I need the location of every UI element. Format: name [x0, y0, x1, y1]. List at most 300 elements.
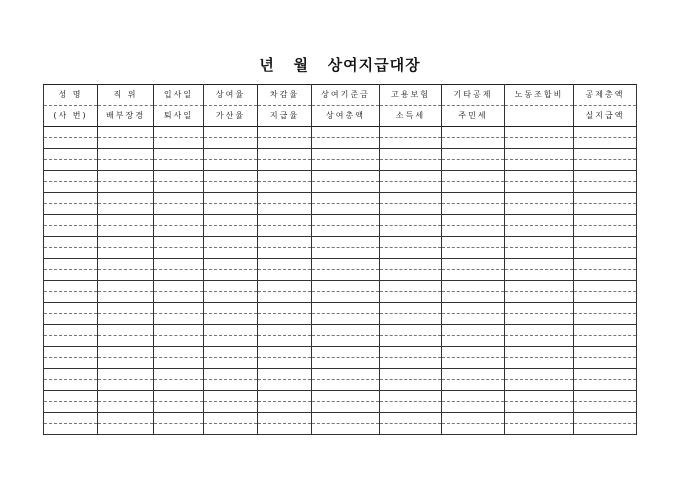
- entry-cell: [574, 237, 637, 248]
- header-cell: 지급율: [258, 106, 312, 127]
- entry-cell: [505, 149, 574, 160]
- entry-cell: [380, 347, 442, 358]
- entry-cell: [442, 127, 505, 138]
- entry-cell: [258, 138, 312, 149]
- entry-cell: [258, 270, 312, 281]
- entry-cell: [442, 237, 505, 248]
- entry-cell: [258, 182, 312, 193]
- entry-cell: [312, 358, 380, 369]
- entry-cell: [574, 215, 637, 226]
- table-row: [44, 391, 637, 402]
- entry-cell: [258, 204, 312, 215]
- table-row: [44, 325, 637, 336]
- entry-cell: [574, 149, 637, 160]
- entry-cell: [380, 424, 442, 435]
- entry-cell: [380, 325, 442, 336]
- entry-cell: [574, 292, 637, 303]
- entry-cell: [380, 149, 442, 160]
- entry-cell: [258, 259, 312, 270]
- entry-cell: [204, 171, 258, 182]
- entry-cell: [505, 259, 574, 270]
- header-cell: [505, 106, 574, 127]
- table-row-lower: [44, 314, 637, 325]
- entry-cell: [505, 325, 574, 336]
- header-cell: 가산율: [204, 106, 258, 127]
- entry-cell: [44, 226, 98, 237]
- entry-cell: [204, 215, 258, 226]
- entry-cell: [154, 358, 204, 369]
- entry-cell: [574, 380, 637, 391]
- entry-cell: [312, 138, 380, 149]
- entry-cell: [258, 127, 312, 138]
- entry-cell: [312, 237, 380, 248]
- entry-cell: [258, 226, 312, 237]
- entry-cell: [44, 413, 98, 424]
- header-cell: (사 번): [44, 106, 98, 127]
- entry-cell: [380, 259, 442, 270]
- entry-cell: [44, 204, 98, 215]
- header-cell: 퇴사일: [154, 106, 204, 127]
- entry-cell: [44, 402, 98, 413]
- entry-cell: [204, 402, 258, 413]
- entry-cell: [44, 171, 98, 182]
- entry-cell: [574, 160, 637, 171]
- entry-cell: [505, 369, 574, 380]
- entry-cell: [154, 303, 204, 314]
- header-row-top: [44, 85, 637, 106]
- entry-cell: [98, 292, 154, 303]
- entry-cell: [258, 347, 312, 358]
- entry-cell: [98, 259, 154, 270]
- entry-cell: [204, 160, 258, 171]
- entry-cell: [154, 226, 204, 237]
- entry-cell: [98, 391, 154, 402]
- table-row: [44, 413, 637, 424]
- entry-cell: [312, 281, 380, 292]
- entry-cell: [442, 138, 505, 149]
- entry-cell: [204, 380, 258, 391]
- entry-cell: [258, 193, 312, 204]
- entry-cell: [505, 215, 574, 226]
- table-row-lower: [44, 380, 637, 391]
- entry-cell: [380, 270, 442, 281]
- entry-cell: [44, 424, 98, 435]
- entry-cell: [154, 380, 204, 391]
- entry-cell: [98, 237, 154, 248]
- header-cell: 실지급액: [574, 106, 637, 127]
- entry-cell: [204, 314, 258, 325]
- entry-cell: [154, 391, 204, 402]
- table-row: [44, 259, 637, 270]
- table-row: [44, 237, 637, 248]
- entry-cell: [574, 369, 637, 380]
- entry-cell: [505, 237, 574, 248]
- entry-cell: [154, 413, 204, 424]
- entry-cell: [574, 193, 637, 204]
- entry-cell: [204, 149, 258, 160]
- table-row-lower: [44, 248, 637, 259]
- entry-cell: [154, 259, 204, 270]
- entry-cell: [505, 358, 574, 369]
- entry-cell: [505, 413, 574, 424]
- entry-cell: [574, 248, 637, 259]
- entry-cell: [442, 424, 505, 435]
- entry-cell: [442, 204, 505, 215]
- entry-cell: [98, 149, 154, 160]
- entry-cell: [154, 127, 204, 138]
- entry-cell: [44, 259, 98, 270]
- entry-cell: [312, 226, 380, 237]
- entry-cell: [380, 171, 442, 182]
- entry-cell: [154, 270, 204, 281]
- entry-cell: [98, 281, 154, 292]
- entry-cell: [380, 138, 442, 149]
- entry-cell: [312, 127, 380, 138]
- entry-cell: [442, 325, 505, 336]
- table-row-lower: [44, 160, 637, 171]
- entry-cell: [154, 149, 204, 160]
- entry-cell: [442, 193, 505, 204]
- entry-cell: [505, 182, 574, 193]
- entry-cell: [258, 336, 312, 347]
- entry-cell: [574, 226, 637, 237]
- entry-cell: [312, 160, 380, 171]
- entry-cell: [574, 281, 637, 292]
- header-cell: 상여율: [204, 85, 258, 106]
- entry-cell: [98, 358, 154, 369]
- entry-cell: [98, 182, 154, 193]
- table-row-lower: [44, 226, 637, 237]
- entry-cell: [312, 270, 380, 281]
- entry-cell: [258, 292, 312, 303]
- entry-cell: [98, 380, 154, 391]
- entry-cell: [98, 314, 154, 325]
- entry-cell: [44, 160, 98, 171]
- entry-cell: [154, 193, 204, 204]
- entry-cell: [380, 226, 442, 237]
- entry-cell: [312, 325, 380, 336]
- table-row: [44, 303, 637, 314]
- entry-cell: [44, 391, 98, 402]
- entry-cell: [574, 391, 637, 402]
- entry-cell: [44, 303, 98, 314]
- entry-cell: [380, 248, 442, 259]
- entry-cell: [574, 204, 637, 215]
- entry-cell: [574, 336, 637, 347]
- entry-cell: [258, 171, 312, 182]
- entry-cell: [98, 226, 154, 237]
- entry-cell: [154, 336, 204, 347]
- header-cell: 소득세: [380, 106, 442, 127]
- entry-cell: [98, 347, 154, 358]
- entry-cell: [258, 215, 312, 226]
- entry-cell: [204, 336, 258, 347]
- table-row: [44, 215, 637, 226]
- entry-cell: [154, 281, 204, 292]
- entry-cell: [380, 160, 442, 171]
- table-row-lower: [44, 138, 637, 149]
- entry-cell: [505, 270, 574, 281]
- entry-cell: [98, 270, 154, 281]
- entry-cell: [380, 182, 442, 193]
- header-cell: 상여기준금: [312, 85, 380, 106]
- entry-cell: [312, 380, 380, 391]
- entry-cell: [442, 303, 505, 314]
- entry-cell: [380, 391, 442, 402]
- entry-cell: [505, 248, 574, 259]
- entry-cell: [442, 215, 505, 226]
- entry-cell: [574, 259, 637, 270]
- entry-cell: [312, 259, 380, 270]
- table-row: [44, 149, 637, 160]
- entry-cell: [380, 358, 442, 369]
- entry-cell: [258, 248, 312, 259]
- header-cell: 배부장경: [98, 106, 154, 127]
- entry-cell: [505, 127, 574, 138]
- entry-cell: [312, 193, 380, 204]
- entry-cell: [44, 358, 98, 369]
- entry-cell: [574, 424, 637, 435]
- entry-cell: [98, 325, 154, 336]
- entry-cell: [312, 303, 380, 314]
- entry-cell: [574, 138, 637, 149]
- bonus-ledger-table: [43, 84, 637, 435]
- entry-cell: [98, 138, 154, 149]
- entry-cell: [154, 314, 204, 325]
- entry-cell: [154, 292, 204, 303]
- entry-cell: [258, 380, 312, 391]
- entry-cell: [204, 138, 258, 149]
- entry-cell: [154, 347, 204, 358]
- entry-cell: [44, 193, 98, 204]
- table-row-lower: [44, 204, 637, 215]
- entry-cell: [154, 248, 204, 259]
- entry-cell: [442, 369, 505, 380]
- entry-cell: [258, 325, 312, 336]
- header-cell: 차감율: [258, 85, 312, 106]
- entry-cell: [44, 347, 98, 358]
- header-cell: 노동조합비: [505, 85, 574, 106]
- entry-cell: [505, 424, 574, 435]
- entry-cell: [312, 204, 380, 215]
- entry-cell: [380, 215, 442, 226]
- entry-cell: [154, 215, 204, 226]
- entry-cell: [204, 248, 258, 259]
- entry-cell: [574, 347, 637, 358]
- entry-cell: [574, 127, 637, 138]
- entry-cell: [442, 314, 505, 325]
- entry-cell: [442, 226, 505, 237]
- entry-cell: [98, 303, 154, 314]
- entry-cell: [505, 204, 574, 215]
- entry-cell: [98, 424, 154, 435]
- entry-cell: [505, 281, 574, 292]
- entry-cell: [505, 292, 574, 303]
- entry-cell: [505, 314, 574, 325]
- entry-cell: [258, 413, 312, 424]
- entry-cell: [204, 413, 258, 424]
- entry-cell: [44, 336, 98, 347]
- entry-cell: [380, 292, 442, 303]
- entry-cell: [442, 402, 505, 413]
- entry-cell: [574, 325, 637, 336]
- entry-cell: [204, 369, 258, 380]
- table-row: [44, 127, 637, 138]
- entry-cell: [505, 138, 574, 149]
- entry-cell: [98, 127, 154, 138]
- entry-cell: [204, 226, 258, 237]
- entry-cell: [505, 160, 574, 171]
- entry-cell: [380, 303, 442, 314]
- entry-cell: [312, 402, 380, 413]
- entry-cell: [204, 204, 258, 215]
- entry-cell: [574, 314, 637, 325]
- entry-cell: [380, 193, 442, 204]
- entry-cell: [505, 380, 574, 391]
- entry-cell: [312, 149, 380, 160]
- entry-cell: [312, 347, 380, 358]
- entry-cell: [44, 270, 98, 281]
- entry-cell: [204, 303, 258, 314]
- entry-cell: [442, 248, 505, 259]
- entry-cell: [204, 182, 258, 193]
- entry-cell: [258, 391, 312, 402]
- entry-cell: [258, 314, 312, 325]
- entry-cell: [204, 424, 258, 435]
- table-row-lower: [44, 358, 637, 369]
- entry-cell: [442, 347, 505, 358]
- entry-cell: [574, 402, 637, 413]
- entry-cell: [442, 336, 505, 347]
- ledger-entries: [44, 127, 637, 435]
- table-row-lower: [44, 292, 637, 303]
- entry-cell: [574, 303, 637, 314]
- entry-cell: [44, 281, 98, 292]
- entry-cell: [442, 281, 505, 292]
- entry-cell: [574, 413, 637, 424]
- entry-cell: [312, 413, 380, 424]
- entry-cell: [312, 336, 380, 347]
- entry-cell: [204, 325, 258, 336]
- table-row-lower: [44, 402, 637, 413]
- entry-cell: [44, 325, 98, 336]
- entry-cell: [574, 171, 637, 182]
- header-row-bottom: [44, 106, 637, 127]
- header-cell: 성 명: [44, 85, 98, 106]
- entry-cell: [380, 402, 442, 413]
- entry-cell: [258, 237, 312, 248]
- entry-cell: [380, 336, 442, 347]
- entry-cell: [505, 391, 574, 402]
- header-cell: 기타공제: [442, 85, 505, 106]
- entry-cell: [258, 369, 312, 380]
- entry-cell: [98, 369, 154, 380]
- entry-cell: [505, 193, 574, 204]
- table-row-lower: [44, 336, 637, 347]
- entry-cell: [204, 127, 258, 138]
- entry-cell: [44, 237, 98, 248]
- entry-cell: [312, 182, 380, 193]
- entry-cell: [154, 424, 204, 435]
- entry-cell: [44, 138, 98, 149]
- header-cell: 고용보험: [380, 85, 442, 106]
- entry-cell: [258, 281, 312, 292]
- header-cell: 주민세: [442, 106, 505, 127]
- entry-cell: [204, 391, 258, 402]
- entry-cell: [98, 413, 154, 424]
- entry-cell: [154, 138, 204, 149]
- entry-cell: [574, 270, 637, 281]
- entry-cell: [204, 237, 258, 248]
- entry-cell: [98, 160, 154, 171]
- table-row-lower: [44, 182, 637, 193]
- entry-cell: [44, 127, 98, 138]
- entry-cell: [98, 402, 154, 413]
- entry-cell: [574, 358, 637, 369]
- document-title: 년 월 상여지급대장: [259, 56, 421, 74]
- entry-cell: [258, 149, 312, 160]
- entry-cell: [154, 369, 204, 380]
- entry-cell: [380, 237, 442, 248]
- entry-cell: [505, 171, 574, 182]
- entry-cell: [44, 248, 98, 259]
- entry-cell: [44, 314, 98, 325]
- entry-cell: [258, 358, 312, 369]
- entry-cell: [204, 259, 258, 270]
- entry-cell: [204, 347, 258, 358]
- header-cell: 입사일: [154, 85, 204, 106]
- entry-cell: [505, 303, 574, 314]
- entry-cell: [442, 171, 505, 182]
- entry-cell: [154, 182, 204, 193]
- entry-cell: [442, 149, 505, 160]
- entry-cell: [44, 182, 98, 193]
- entry-cell: [44, 380, 98, 391]
- entry-cell: [574, 182, 637, 193]
- table-row-lower: [44, 270, 637, 281]
- entry-cell: [312, 248, 380, 259]
- entry-cell: [442, 292, 505, 303]
- entry-cell: [204, 358, 258, 369]
- entry-cell: [44, 369, 98, 380]
- entry-cell: [442, 358, 505, 369]
- entry-cell: [505, 402, 574, 413]
- entry-cell: [204, 292, 258, 303]
- entry-cell: [442, 391, 505, 402]
- entry-cell: [258, 402, 312, 413]
- entry-cell: [442, 160, 505, 171]
- entry-cell: [44, 149, 98, 160]
- entry-cell: [98, 193, 154, 204]
- entry-cell: [312, 292, 380, 303]
- entry-cell: [204, 270, 258, 281]
- entry-cell: [380, 127, 442, 138]
- entry-cell: [44, 215, 98, 226]
- entry-cell: [380, 204, 442, 215]
- entry-cell: [312, 369, 380, 380]
- entry-cell: [98, 171, 154, 182]
- entry-cell: [312, 424, 380, 435]
- entry-cell: [380, 380, 442, 391]
- entry-cell: [98, 248, 154, 259]
- entry-cell: [258, 160, 312, 171]
- table-row-lower: [44, 424, 637, 435]
- table-row: [44, 347, 637, 358]
- entry-cell: [442, 413, 505, 424]
- table-row: [44, 193, 637, 204]
- entry-cell: [98, 215, 154, 226]
- entry-cell: [154, 160, 204, 171]
